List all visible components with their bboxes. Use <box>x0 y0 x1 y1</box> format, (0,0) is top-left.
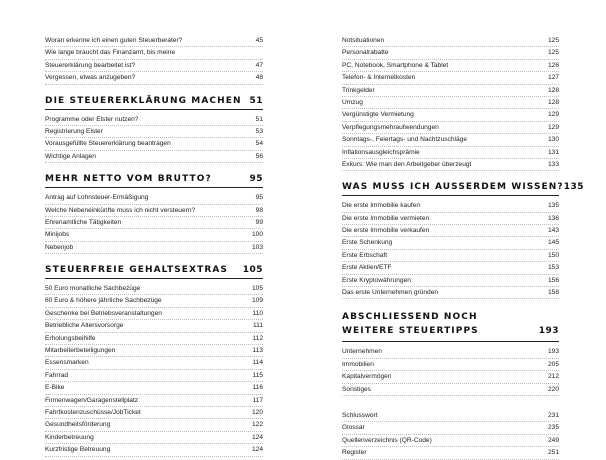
toc-entry <box>45 407 263 419</box>
entry-page: 120 <box>251 408 263 416</box>
entry-title: E-Bike <box>45 384 65 392</box>
entry-title: Minijobs <box>45 231 70 239</box>
toc-entry <box>342 200 559 212</box>
entry-title: Erholungsbeihilfe <box>45 334 96 342</box>
entry-page: 205 <box>547 360 559 368</box>
entry-page: 231 <box>547 411 559 419</box>
entry-page: 158 <box>547 289 559 297</box>
entry-page: 131 <box>547 148 559 156</box>
entry-title: Fahrtkostenzuschüsse/JobTicket <box>45 408 141 416</box>
toc-entry <box>45 283 263 295</box>
toc-entry <box>45 205 263 217</box>
entry-title: Programme oder Elster nutzen? <box>45 115 139 123</box>
entry-page: 48 <box>255 74 263 82</box>
entry-title: Erste Erbschaft <box>342 251 388 259</box>
section-heading-title: STEUERFREIE GEHALTSEXTRAS <box>45 265 229 276</box>
entry-title: Verpflegungsmehraufwendungen <box>342 123 439 131</box>
entry-title: Schlusswort <box>342 411 378 419</box>
entry-title: Erste Schenkung <box>342 239 393 247</box>
toc-entry <box>45 382 263 394</box>
entry-page: 153 <box>547 264 559 272</box>
entry-page: 117 <box>252 396 263 404</box>
entry-page: 128 <box>547 86 559 94</box>
toc-entry <box>45 229 263 241</box>
entry-title: Betriebliche Altersvorsorge <box>45 322 124 330</box>
section-heading <box>45 174 263 188</box>
toc-entry <box>45 308 263 320</box>
entry-page: 113 <box>252 347 263 355</box>
entry-page: 249 <box>547 436 559 444</box>
entry-page: 126 <box>547 61 559 69</box>
toc-entry <box>342 384 559 396</box>
toc-entry <box>342 435 559 447</box>
section-heading-title: WAS MUSS ICH AUSSERDEM WISSEN? <box>342 182 564 193</box>
entry-page: 103 <box>251 243 263 251</box>
section-heading-title: MEHR NETTO VOM BRUTTO? <box>45 174 212 185</box>
section-heading-page: 135 <box>563 182 585 193</box>
entry-page: 110 <box>252 309 263 317</box>
toc-entry <box>45 432 263 444</box>
entry-title: Geschenke bei Betriebsveranstaltungen <box>45 309 162 317</box>
entry-page: 220 <box>547 385 559 393</box>
entry-page: 136 <box>547 214 559 222</box>
toc-entry <box>45 217 263 229</box>
entry-title: Unternehmen <box>342 348 382 356</box>
entry-title: Sonstiges <box>342 385 371 393</box>
entry-title: Register <box>342 449 367 457</box>
toc-entry <box>342 225 559 237</box>
entry-page: 53 <box>255 127 263 135</box>
entry-title: Trinkgelder <box>342 86 375 94</box>
toc-entry <box>342 60 559 72</box>
toc-entry <box>45 192 263 204</box>
entry-page: 111 <box>252 322 263 330</box>
toc-entry <box>342 262 559 274</box>
toc-entry <box>342 159 559 171</box>
entry-page: 122 <box>251 421 263 429</box>
entry-title: Das erste Unternehmen gründen <box>342 289 439 297</box>
entry-title: Mitarbeiterbeteiligungen <box>45 347 116 355</box>
entry-page: 47 <box>255 61 263 69</box>
section-heading-title-line1: ABSCHLIESSEND NOCH <box>342 312 478 323</box>
toc-left-page <box>45 35 263 457</box>
entry-title: Registrierung Elster <box>45 127 103 135</box>
entry-page: 150 <box>547 251 559 259</box>
toc-entry <box>45 320 263 332</box>
entry-page: 128 <box>547 98 559 106</box>
entry-page: 112 <box>252 334 263 342</box>
entry-page: 235 <box>547 424 559 432</box>
toc-entry <box>45 419 263 431</box>
toc-entry <box>342 72 559 84</box>
entry-title: Wichtige Anlagen <box>45 152 96 160</box>
toc-entry <box>342 213 559 225</box>
toc-entry <box>45 60 263 72</box>
toc-entry <box>45 357 263 369</box>
entry-title: Vorausgefüllte Steuererklärung beantragen <box>45 140 171 148</box>
toc-entry <box>45 242 263 254</box>
entry-page: 129 <box>547 111 559 119</box>
entry-page: 109 <box>251 297 263 305</box>
entry-page: 130 <box>547 136 559 144</box>
toc-entry <box>45 333 263 345</box>
entry-title: Erste Kryptowährungen <box>342 276 411 284</box>
entry-page: 125 <box>547 49 559 57</box>
toc-entry <box>342 134 559 146</box>
toc-entry <box>342 250 559 262</box>
entry-title: Vergessen, etwas anzugeben? <box>45 74 136 82</box>
entry-title: Die erste Immobilie verkaufen <box>342 227 430 235</box>
toc-entry <box>342 122 559 134</box>
entry-page: 56 <box>255 152 263 160</box>
toc-entry <box>342 109 559 121</box>
entry-page: 116 <box>252 384 263 392</box>
toc-entry <box>45 72 263 84</box>
entry-page: 145 <box>547 239 559 247</box>
entry-title: Erste Aktien/ETF <box>342 264 392 272</box>
section-heading <box>45 265 263 279</box>
toc-entry <box>45 151 263 163</box>
entry-page: 114 <box>252 359 263 367</box>
entry-page: 95 <box>255 194 263 202</box>
section-heading <box>342 310 559 342</box>
entry-title: Wie lange braucht das Finanzamt, bis meine <box>45 49 176 57</box>
toc-entry <box>45 444 263 456</box>
toc-entry <box>342 346 559 358</box>
toc-entry <box>342 371 559 383</box>
entry-title: 50 Euro monatliche Sachbezüge <box>45 285 141 293</box>
toc-entry <box>45 370 263 382</box>
entry-page: 143 <box>547 227 559 235</box>
entry-title: Fahrrad <box>45 371 69 379</box>
toc-entry <box>342 237 559 249</box>
entry-title: Antrag auf Lohnsteuer-Ermäßigung <box>45 194 149 202</box>
entry-page: 100 <box>251 231 263 239</box>
section-heading-page: 95 <box>249 174 263 185</box>
toc-entry <box>45 126 263 138</box>
toc-entry <box>342 422 559 434</box>
toc-entry <box>45 47 263 59</box>
entry-title: Welche Nebeneinkünfte muss ich nicht versteuern? <box>45 206 196 214</box>
toc-entry <box>342 359 559 371</box>
section-heading <box>45 96 263 110</box>
entry-title: Immobilien <box>342 360 374 368</box>
entry-title: Notsituationen <box>342 37 385 44</box>
toc-entry <box>342 97 559 109</box>
entry-page: 212 <box>547 373 559 381</box>
entry-page: 127 <box>547 74 559 82</box>
entry-page: 193 <box>547 348 559 356</box>
toc-entry <box>342 147 559 159</box>
entry-title: Sonntags-, Feiertags- und Nachtzuschläge <box>342 136 467 144</box>
section-heading-title: DIE STEUERERKLÄRUNG MACHEN <box>45 95 242 106</box>
entry-title: Die erste Immobilie kaufen <box>342 202 421 210</box>
entry-title: Woran erkenne ich einen guten Steuerberater? <box>45 37 183 44</box>
toc-entry <box>45 345 263 357</box>
entry-title: PC, Notebook, Smartphone & Tablet <box>342 61 449 69</box>
entry-title: Inflationsausgleichsprämie <box>342 148 420 156</box>
entry-page: 54 <box>255 140 263 148</box>
entry-page: 98 <box>255 206 263 214</box>
entry-title: Kurzfristige Betreuung <box>45 446 111 454</box>
entry-page: 251 <box>547 449 559 457</box>
entry-page: 124 <box>251 433 263 441</box>
entry-title: Exkurs: Wie man den Arbeitgeber überzeugt <box>342 160 472 168</box>
entry-title: Kapitalvermögen <box>342 373 392 381</box>
entry-title: Kinderbetreuung <box>45 433 94 441</box>
toc-right-page <box>342 35 585 460</box>
entry-title: Die erste Immobilie vermieten <box>342 214 430 222</box>
toc-entry <box>342 287 559 299</box>
entry-page: 45 <box>255 37 263 44</box>
entry-title: Steuererklärung bearbeitet ist? <box>45 61 136 69</box>
section-heading-page: 105 <box>242 265 263 276</box>
entry-title: Telefon- & Internetkosten <box>342 74 416 82</box>
entry-title: Glossar <box>342 424 365 432</box>
toc-entry <box>342 85 559 97</box>
entry-page: 129 <box>547 123 559 131</box>
toc-entry <box>45 295 263 307</box>
section-heading-page: 193 <box>538 326 559 337</box>
entry-page: 105 <box>251 285 263 293</box>
toc-entry <box>342 35 559 47</box>
section-heading-title-line2: WEITERE STEUERTIPPS <box>342 326 479 337</box>
toc-entry <box>342 410 559 422</box>
entry-title: Firmenwagen/Garagenstellplatz <box>45 396 139 404</box>
entry-page: 99 <box>255 218 263 226</box>
toc-entry <box>342 47 559 59</box>
entry-title: 60 Euro & höhere jährliche Sachbezüge <box>45 297 162 305</box>
toc-entry <box>45 395 263 407</box>
entry-title: Quellenverzeichnis (QR-Code) <box>342 436 432 444</box>
entry-title: Nebenjob <box>45 243 74 251</box>
section-heading <box>342 182 585 196</box>
toc-entry <box>45 138 263 150</box>
entry-title: Gesundheitsförderung <box>45 421 111 429</box>
entry-title: Personalrabatte <box>342 49 389 57</box>
entry-page: 133 <box>547 160 559 168</box>
entry-page: 135 <box>547 202 559 210</box>
entry-page: 156 <box>547 276 559 284</box>
toc-entry <box>342 275 559 287</box>
entry-title: Ehrenamtliche Tätigkeiten <box>45 218 122 226</box>
section-heading-page: 51 <box>249 95 263 106</box>
entry-page: 125 <box>547 37 559 44</box>
entry-page: 115 <box>252 371 263 379</box>
entry-page: 124 <box>251 446 263 454</box>
entry-title: Umzug <box>342 98 363 106</box>
toc-entry <box>45 114 263 126</box>
toc-entry <box>342 447 559 459</box>
entry-title: Vergünstigte Vermietung <box>342 111 414 119</box>
entry-title: Essensmarken <box>45 359 89 367</box>
toc-entry <box>45 35 263 47</box>
entry-page: 51 <box>255 115 263 123</box>
